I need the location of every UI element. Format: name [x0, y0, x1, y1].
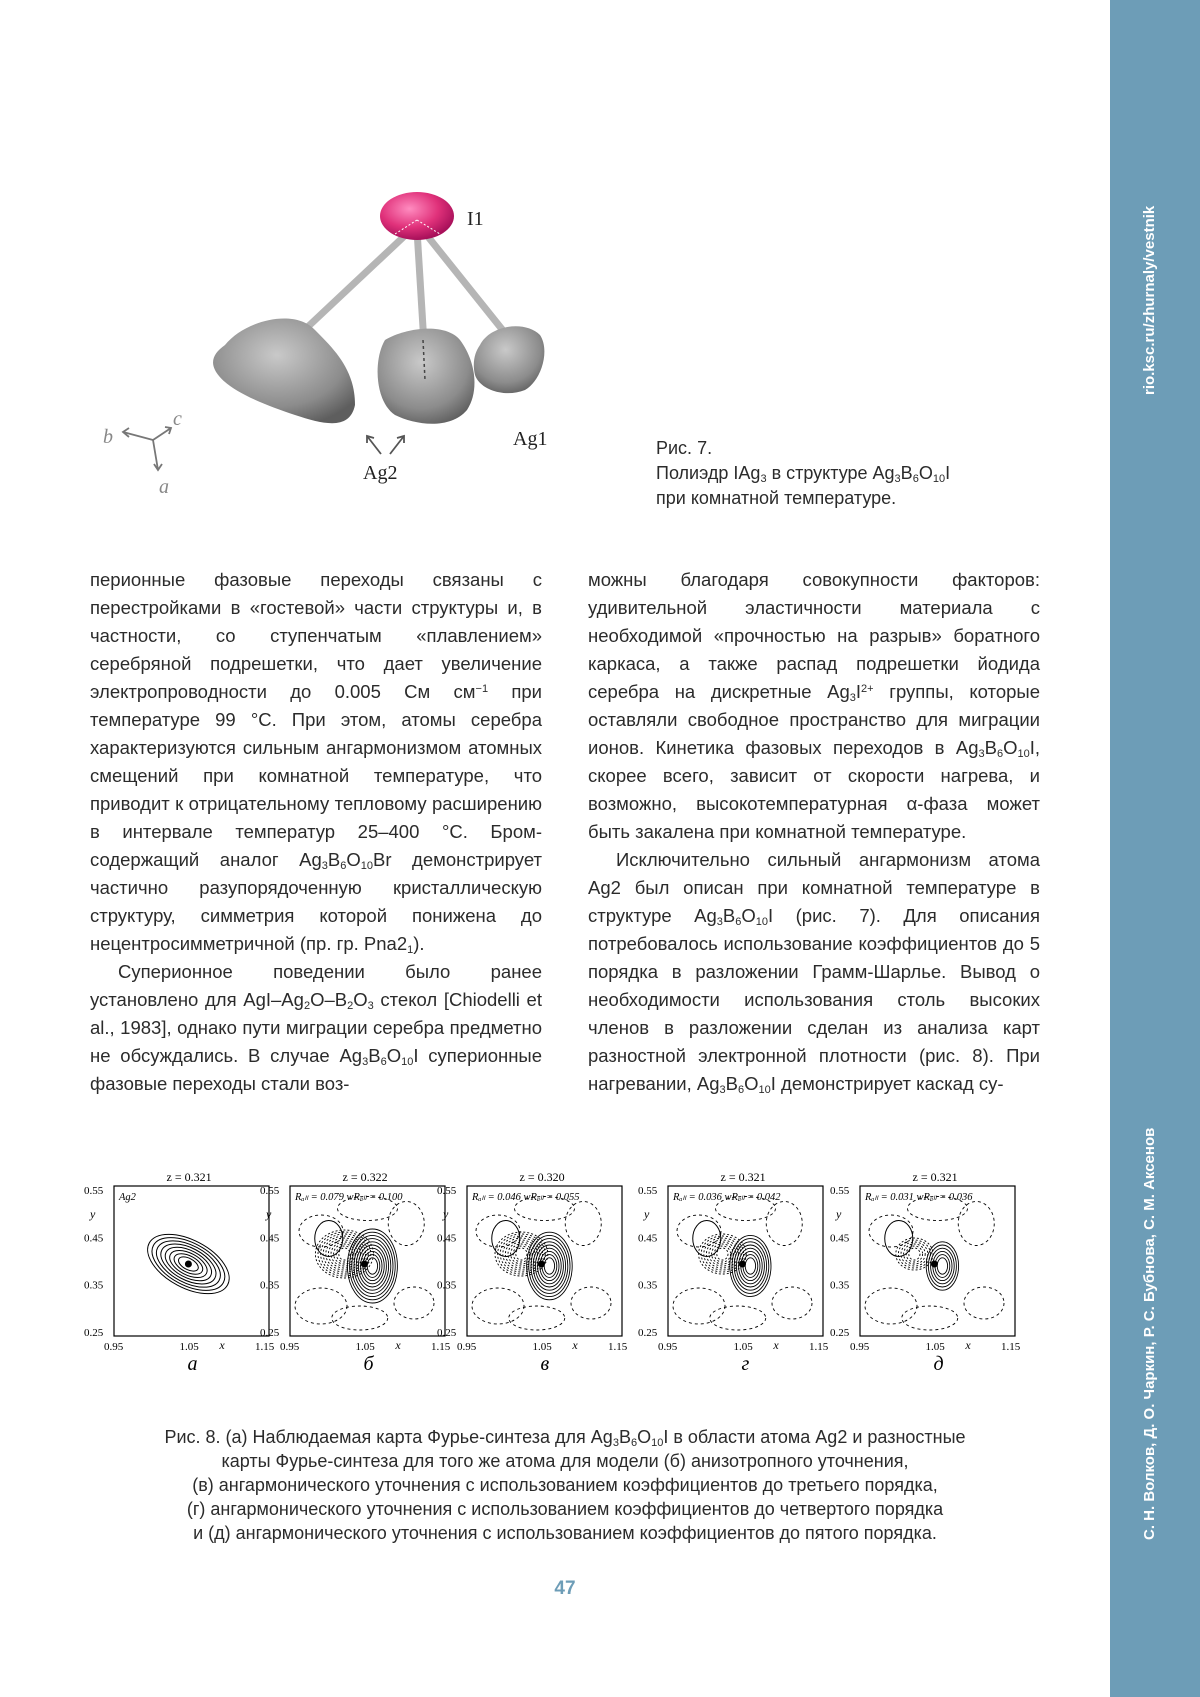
y-tick-label: 0.35 — [437, 1279, 457, 1292]
panel-letter: г — [741, 1353, 750, 1375]
label-axis-b: b — [103, 426, 113, 448]
x-tick-label: 1.15 — [809, 1341, 829, 1353]
fourier-map-panel — [260, 1170, 451, 1375]
y-tick-label: 0.55 — [830, 1185, 850, 1197]
fourier-map-panel — [638, 1170, 829, 1375]
y-tick-label: 0.25 — [830, 1327, 850, 1339]
y-axis-label: y — [90, 1207, 96, 1221]
authors-running-title: С. Н. Волков, Д. О. Чаркин, Р. С. Бубнова, С. М. Аксенов — [1141, 1127, 1158, 1540]
map-r-label: Rₐₗₗ = 0.031 wRₐₗₗ = 0.036 — [865, 1192, 973, 1203]
x-tick-label: 0.95 — [280, 1341, 300, 1353]
x-tick-label: 1.15 — [431, 1341, 451, 1353]
map-z-label: z = 0.321 — [912, 1170, 958, 1184]
y-tick-label: 0.25 — [84, 1327, 104, 1339]
map-r-label: Rₐₗₗ = 0.036 wRₐₗₗ = 0.042 — [673, 1192, 781, 1203]
y-tick-label: 0.35 — [638, 1279, 658, 1292]
x-axis-label: x — [773, 1338, 779, 1352]
panel-letter: а — [187, 1353, 198, 1375]
atom-position-marker — [185, 1261, 192, 1268]
y-axis-label: y — [443, 1207, 449, 1221]
figure-8-fourier-maps — [84, 1166, 1044, 1376]
y-tick-label: 0.55 — [84, 1185, 104, 1197]
y-tick-label: 0.35 — [260, 1279, 280, 1292]
y-tick-label: 0.45 — [437, 1232, 457, 1245]
x-tick-label: 1.15 — [255, 1341, 275, 1353]
x-tick-label: 1.15 — [608, 1341, 628, 1353]
x-tick-label: 0.95 — [658, 1341, 678, 1353]
fourier-map-panel — [437, 1170, 628, 1375]
paragraph: перионные фазовые переходы связаны с перестройками в «гостевой» части структуры и, в частности, со ступенчатым «плавлением» серебряной подрешетки, что дает увеличение электропроводности до 0.005 См $см^{-1}$ при температуре 99 °С. При этом, атомы серебра характеризуются сильным ангармонизмом атомных смещений при комнатной температуре, что приводит к отрицательному тепловому расширению в интервале температур 25–400 °С. Бром-содержащий аналог $Ag_3B_6O_{10}Br$ демонстрирует частично разупорядоченную кристаллическую структуру, симметрия которой понижена до нецентросимметричной (пр. гр. $Pna2_1$). — [90, 569, 542, 956]
ag2-ellipsoid-middle — [378, 329, 475, 424]
map-z-label: z = 0.321 — [720, 1170, 766, 1184]
y-tick-label: 0.55 — [437, 1185, 457, 1197]
x-tick-label: 1.05 — [733, 1341, 753, 1353]
map-z-label: z = 0.321 — [166, 1170, 212, 1184]
body-column-left — [90, 566, 542, 1098]
x-tick-label: 0.95 — [850, 1341, 870, 1353]
atom-position-marker — [361, 1261, 368, 1268]
body-column-right — [588, 566, 1040, 1098]
x-tick-label: 0.95 — [457, 1341, 477, 1353]
y-tick-label: 0.45 — [84, 1232, 104, 1245]
y-tick-label: 0.25 — [437, 1327, 457, 1339]
ag1-ellipsoid — [474, 326, 545, 393]
x-axis-label: x — [572, 1338, 578, 1352]
panel-letter: д — [933, 1353, 944, 1375]
x-tick-label: 1.15 — [1001, 1341, 1021, 1353]
journal-url[interactable]: rio.ksc.ru/zhurnaly/vestnik — [1141, 205, 1158, 395]
y-tick-label: 0.35 — [84, 1279, 104, 1292]
x-axis-label: x — [395, 1338, 401, 1352]
paragraph: можны благодаря совокупности факторов: удивительной эластичности материала с необходимой «прочностью на разрыв» боратного каркаса, а также распад подрешетки йодида серебра на дискретные $Ag_3I^{2+}$ группы, которые оставляли свободное пространство для миграции ионов. Кинетика фазовых переходов в $Ag_3B_6O_{10}I$, скорее всего, зависит от скорости нагрева, и возможно, высокотемпературная α-фаза может быть закалена при комнатной температуре. — [588, 569, 1040, 842]
crystal-axes — [123, 427, 171, 470]
label-ag2: Ag2 — [363, 462, 398, 484]
atom-position-marker — [538, 1261, 545, 1268]
x-tick-label: 1.05 — [925, 1341, 945, 1353]
y-tick-label: 0.55 — [638, 1185, 658, 1197]
i1-ellipsoid — [380, 192, 454, 240]
label-i1: I1 — [467, 208, 484, 230]
map-z-label: z = 0.322 — [342, 1170, 388, 1184]
y-tick-label: 0.25 — [638, 1327, 658, 1339]
y-tick-label: 0.35 — [830, 1279, 850, 1292]
x-tick-label: 1.05 — [355, 1341, 375, 1353]
page-number: 47 — [554, 1578, 576, 1599]
panel-letter: в — [540, 1353, 550, 1375]
y-tick-label: 0.45 — [260, 1232, 280, 1245]
figure-8-caption: Рис. 8. (а) Наблюдаемая карта Фурье-синтеза для $Ag_3B_6O_{10}I$ в области атома Ag2 и разностные карты Фурье-синтеза для того же атома для модели (б) анизотропного уточнения, (в) ангармонического уточнения с использованием коэффициентов до третьего порядка, (г) ангармонического уточнения с использованием коэффициентов до четвертого порядка и (д) ангармонического уточнения с использованием коэффициентов до пятого порядка. — [164, 1427, 966, 1543]
paragraph: Исключительно сильный ангармонизм атома Ag2 был описан при комнатной температуре в структуре $Ag_3B_6O_{10}I$ (рис. 7). Для описания потребовалось использование коэффициентов до 5 порядка в разложении Грамм-Шарлье. Вывод о необходимости использования столь высоких членов в разложении сделан из анализа карт разностной электронной плотности (рис. 8). При нагревании, $Ag_3B_6O_{10}I$ демонстрирует каскад су- — [588, 849, 1040, 1096]
y-tick-label: 0.45 — [638, 1232, 658, 1245]
label-ag1: Ag1 — [513, 428, 548, 450]
y-axis-label: y — [836, 1207, 842, 1221]
y-tick-label: 0.45 — [830, 1232, 850, 1245]
figure-7-polyhedron — [95, 190, 595, 500]
x-tick-label: 0.95 — [104, 1341, 124, 1353]
figure-7-caption: Рис. 7. Полиэдр IAg$_3$ в структуре $Ag_3B_6O_{10}I$ при комнатной температуре. — [656, 438, 951, 508]
atom-position-marker — [739, 1261, 746, 1268]
paragraph: Суперионное поведении было ранее установлено для AgI–$Ag_2O-B_2O_3$ стекол [Chiodelli et al., 1983], однако пути миграции серебра предметно не обсуждались. В случае $Ag_3B_6O_{10}I$ суперионные фазовые переходы стали воз- — [90, 961, 542, 1094]
ag2-ellipsoid-left — [213, 318, 355, 423]
map-r-label: Ag2 — [119, 1192, 136, 1203]
atom-position-marker — [931, 1261, 938, 1268]
x-axis-label: x — [219, 1338, 225, 1352]
fourier-map-panel — [84, 1170, 275, 1375]
y-tick-label: 0.25 — [260, 1327, 280, 1339]
label-axis-c: c — [173, 408, 182, 430]
map-z-label: z = 0.320 — [519, 1170, 565, 1184]
label-axis-a: a — [159, 476, 169, 498]
fourier-map-panel — [830, 1170, 1021, 1375]
panel-letter: б — [363, 1353, 374, 1375]
y-tick-label: 0.55 — [260, 1185, 280, 1197]
x-tick-label: 1.05 — [179, 1341, 199, 1353]
map-r-label: Rₐₗₗ = 0.079 wRₐₗₗ = 0.100 — [295, 1192, 403, 1203]
map-r-label: Rₐₗₗ = 0.046 wRₐₗₗ = 0.055 — [472, 1192, 580, 1203]
x-axis-label: x — [965, 1338, 971, 1352]
y-axis-label: y — [266, 1207, 272, 1221]
y-axis-label: y — [644, 1207, 650, 1221]
x-tick-label: 1.05 — [532, 1341, 552, 1353]
